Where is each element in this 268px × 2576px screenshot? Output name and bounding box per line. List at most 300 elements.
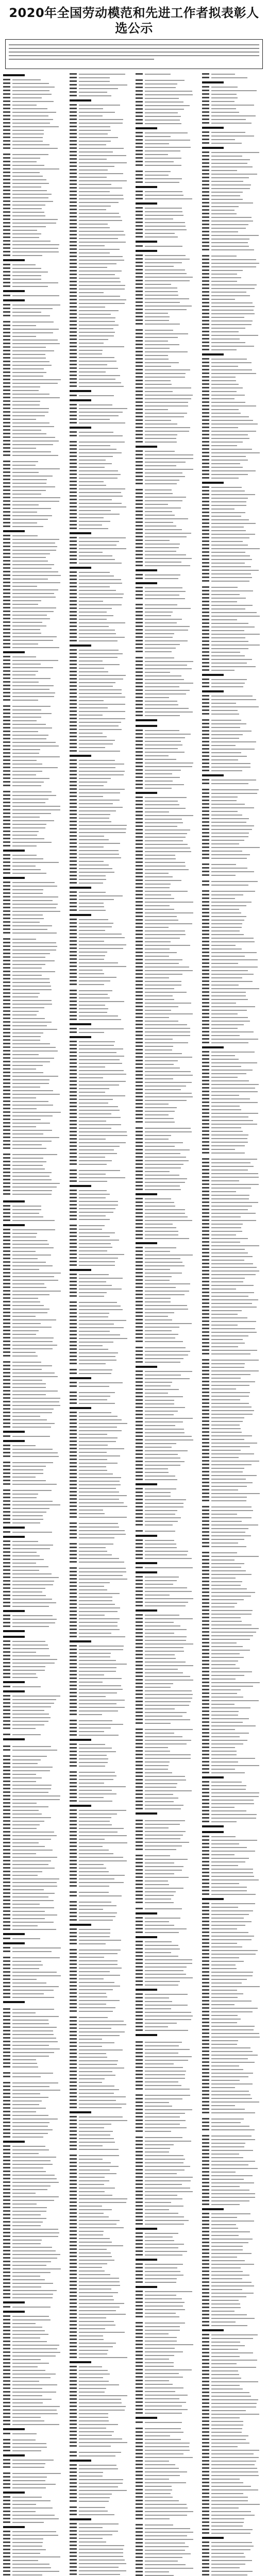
nominee-row-placeholder <box>70 1479 133 1483</box>
description-placeholder <box>12 87 55 88</box>
nominee-row-placeholder <box>136 282 199 286</box>
name-placeholder <box>3 2459 10 2461</box>
description-placeholder <box>79 1996 107 1997</box>
nominee-row-placeholder <box>70 624 133 628</box>
name-placeholder <box>3 1658 10 1660</box>
column-rows <box>136 72 199 2576</box>
name-placeholder <box>70 1600 77 1601</box>
nominee-row-placeholder <box>70 1214 133 1217</box>
name-placeholder <box>3 2261 10 2262</box>
name-placeholder <box>70 1805 91 1807</box>
nominee-row-placeholder <box>70 164 133 168</box>
nominee-row-placeholder <box>3 2227 66 2231</box>
description-placeholder <box>79 1194 110 1195</box>
description-placeholder <box>12 1734 41 1735</box>
nominee-row-placeholder <box>70 588 133 592</box>
nominee-row-placeholder <box>70 1199 133 1203</box>
section-heading-placeholder <box>70 1405 133 1411</box>
name-placeholder <box>70 441 77 443</box>
name-placeholder <box>70 1817 77 1818</box>
description-placeholder <box>12 946 57 947</box>
nominee-row-placeholder <box>70 1283 133 1287</box>
name-placeholder <box>70 223 77 225</box>
description-placeholder <box>12 2399 52 2400</box>
description-placeholder <box>79 1074 126 1075</box>
name-placeholder <box>3 2362 10 2364</box>
name-placeholder <box>3 240 10 242</box>
nominee-row-placeholder <box>3 1586 66 1590</box>
nominee-row-placeholder <box>3 628 66 631</box>
name-placeholder <box>70 2384 77 2385</box>
name-placeholder <box>3 1702 10 1704</box>
description-placeholder <box>79 1912 117 1913</box>
nominee-row-placeholder <box>70 117 133 121</box>
description-placeholder <box>12 336 36 337</box>
nominee-row-placeholder <box>3 2412 66 2415</box>
description-placeholder <box>12 2157 56 2158</box>
description-placeholder <box>12 1566 48 1567</box>
description-placeholder <box>12 1391 58 1392</box>
description-placeholder <box>79 252 110 253</box>
name-placeholder <box>3 1465 10 1467</box>
name-placeholder <box>3 1717 10 1718</box>
description-placeholder <box>12 1165 43 1166</box>
nominee-row-placeholder <box>3 1451 66 1454</box>
name-placeholder <box>70 492 77 493</box>
name-placeholder <box>3 1341 10 1342</box>
nominee-row-placeholder <box>70 305 133 309</box>
description-placeholder <box>79 903 104 904</box>
description-placeholder <box>79 814 110 815</box>
description-placeholder <box>12 2196 59 2197</box>
nominee-row-placeholder <box>3 2036 66 2040</box>
nominee-row-placeholder <box>3 2397 66 2401</box>
nominee-row-placeholder <box>70 215 133 218</box>
nominee-row-placeholder <box>136 375 199 379</box>
description-placeholder <box>79 537 126 538</box>
nominee-row-placeholder <box>136 335 199 339</box>
nominee-row-placeholder <box>70 603 133 606</box>
nominee-row-placeholder <box>70 999 133 1003</box>
description-placeholder <box>145 434 177 435</box>
nominee-row-placeholder <box>70 1287 133 1291</box>
name-placeholder <box>136 391 143 392</box>
name-placeholder <box>3 1831 10 1833</box>
name-placeholder <box>3 1061 10 1062</box>
nominee-row-placeholder <box>3 432 66 435</box>
nominee-row-placeholder <box>3 906 66 909</box>
description-placeholder <box>12 141 43 142</box>
name-placeholder <box>3 2341 10 2342</box>
description-placeholder <box>12 208 42 209</box>
description-placeholder <box>79 1960 118 1961</box>
name-placeholder <box>70 1113 77 1114</box>
name-placeholder <box>70 2227 77 2228</box>
description-placeholder <box>79 1470 107 1471</box>
nominee-row-placeholder <box>70 1425 133 1429</box>
description-placeholder <box>79 2127 104 2128</box>
name-placeholder <box>3 2246 10 2248</box>
name-placeholder <box>70 2405 77 2407</box>
nominee-row-placeholder <box>3 2569 66 2573</box>
name-placeholder <box>70 459 77 461</box>
nominee-row-placeholder <box>70 1465 133 1468</box>
section-heading-placeholder <box>3 1222 66 1228</box>
nominee-row-placeholder <box>70 1003 133 1007</box>
nominee-row-placeholder <box>70 1083 133 1087</box>
name-placeholder <box>3 892 10 894</box>
name-placeholder <box>3 353 10 355</box>
name-placeholder <box>70 2563 77 2564</box>
description-placeholder <box>12 2439 36 2441</box>
nominee-row-placeholder <box>3 2482 66 2486</box>
name-placeholder <box>70 1656 77 1657</box>
name-placeholder <box>3 1802 10 1804</box>
description-placeholder <box>145 80 185 81</box>
nominee-row-placeholder <box>70 283 133 287</box>
nominee-row-placeholder <box>70 1573 133 1577</box>
name-placeholder <box>70 517 77 518</box>
nominee-row-placeholder <box>3 2404 66 2408</box>
name-placeholder <box>70 477 77 479</box>
description-placeholder <box>79 1448 124 1449</box>
description-placeholder <box>79 206 111 207</box>
name-placeholder <box>136 301 143 303</box>
description-placeholder <box>79 216 121 217</box>
name-placeholder <box>70 2559 77 2561</box>
name-placeholder <box>70 382 77 383</box>
description-placeholder <box>12 1951 52 1952</box>
name-placeholder <box>70 1882 77 1883</box>
description-placeholder <box>79 2472 103 2473</box>
description-placeholder <box>79 760 115 761</box>
nominee-row-placeholder <box>70 509 133 512</box>
nominee-row-placeholder <box>70 659 133 663</box>
name-placeholder <box>3 805 10 807</box>
nominee-row-placeholder <box>70 1058 133 1061</box>
nominee-row-placeholder <box>3 1016 66 1020</box>
nominee-row-placeholder <box>3 624 66 628</box>
name-placeholder <box>3 222 10 224</box>
name-placeholder <box>70 2010 77 2012</box>
name-placeholder <box>3 2059 10 2060</box>
name-placeholder <box>3 872 10 874</box>
description-placeholder <box>79 1593 120 1594</box>
description-placeholder <box>12 2066 38 2067</box>
description-placeholder <box>79 668 104 669</box>
name-placeholder <box>70 1747 77 1749</box>
nominee-row-placeholder <box>3 1937 66 1940</box>
name-placeholder <box>70 2566 77 2568</box>
nominee-row-placeholder <box>70 2496 133 2499</box>
name-placeholder <box>70 703 77 705</box>
name-placeholder <box>70 1659 77 1661</box>
nominee-row-placeholder <box>70 1774 133 1777</box>
nominee-row-placeholder <box>3 2558 66 2562</box>
name-placeholder <box>70 452 77 453</box>
nominee-row-placeholder <box>70 2565 133 2569</box>
description-placeholder <box>12 1602 56 1603</box>
nominee-row-placeholder <box>3 762 66 766</box>
nominee-row-placeholder <box>70 2140 133 2144</box>
description-placeholder <box>79 278 120 279</box>
description-placeholder <box>12 1484 57 1485</box>
name-placeholder <box>70 743 77 744</box>
section-heading-placeholder <box>3 1534 66 1539</box>
name-placeholder <box>70 1663 77 1665</box>
description-placeholder <box>12 1334 36 1335</box>
name-placeholder <box>136 154 143 155</box>
description-placeholder <box>79 2507 105 2508</box>
name-placeholder <box>3 2250 10 2251</box>
nominee-row-placeholder <box>70 1362 133 1365</box>
description-placeholder <box>79 1537 114 1538</box>
name-placeholder <box>70 664 77 665</box>
section-heading-placeholder <box>3 2524 66 2530</box>
name-placeholder <box>70 1835 77 1836</box>
nominee-row-placeholder <box>3 1748 66 1752</box>
nominee-row-placeholder <box>3 2267 66 2270</box>
nominee-row-placeholder <box>70 287 133 291</box>
name-placeholder <box>3 1209 10 1210</box>
description-placeholder <box>12 771 42 772</box>
name-placeholder <box>70 618 77 620</box>
nominee-row-placeholder <box>70 414 133 417</box>
nominee-row-placeholder <box>3 435 66 439</box>
description-placeholder <box>12 1427 51 1428</box>
nominee-row-placeholder <box>3 2438 66 2442</box>
name-placeholder <box>3 2545 10 2547</box>
name-placeholder <box>3 295 10 296</box>
description-placeholder <box>12 161 37 162</box>
description-placeholder <box>12 996 38 997</box>
nominee-row-placeholder <box>3 2224 66 2227</box>
name-placeholder <box>136 191 143 192</box>
nominee-row-placeholder <box>3 428 66 432</box>
description-placeholder <box>12 615 47 616</box>
name-placeholder <box>70 1652 77 1654</box>
nominee-row-placeholder <box>70 1490 133 1494</box>
nominee-row-placeholder <box>70 1468 133 1472</box>
name-placeholder <box>3 304 10 306</box>
name-placeholder <box>3 126 10 127</box>
description-placeholder <box>79 718 125 719</box>
name-placeholder <box>3 1489 10 1491</box>
nominee-row-placeholder <box>3 1647 66 1650</box>
name-placeholder <box>70 1422 77 1424</box>
description-placeholder <box>12 1480 46 1481</box>
description-placeholder <box>79 2307 120 2308</box>
description-placeholder <box>12 2073 53 2074</box>
description-placeholder <box>12 2433 37 2434</box>
nominee-row-placeholder <box>70 957 133 961</box>
nominee-row-placeholder <box>3 2231 66 2234</box>
nominee-row-placeholder <box>70 1381 133 1384</box>
description-placeholder <box>12 1559 44 1560</box>
name-placeholder <box>3 335 10 337</box>
description-placeholder <box>79 883 103 884</box>
name-placeholder <box>70 2038 77 2040</box>
description-placeholder <box>79 1636 125 1637</box>
description-placeholder <box>12 1555 40 1556</box>
nominee-row-placeholder <box>70 2450 133 2454</box>
name-placeholder <box>70 2369 77 2371</box>
name-placeholder <box>70 313 77 315</box>
description-placeholder <box>12 2556 60 2557</box>
name-placeholder <box>136 434 143 435</box>
description-placeholder <box>79 879 106 880</box>
description-placeholder <box>79 1814 117 1815</box>
nominee-row-placeholder <box>3 1583 66 1586</box>
nominee-row-placeholder <box>70 1998 133 2002</box>
name-placeholder <box>70 567 91 569</box>
name-placeholder <box>70 984 77 985</box>
name-placeholder <box>70 1466 77 1467</box>
nominee-row-placeholder <box>70 273 133 276</box>
nominee-row-placeholder <box>70 2055 133 2059</box>
name-placeholder <box>70 331 77 333</box>
name-placeholder <box>3 90 10 91</box>
nominee-row-placeholder <box>70 516 133 519</box>
description-placeholder <box>79 725 119 726</box>
nominee-row-placeholder <box>70 2077 133 2080</box>
description-placeholder <box>79 1828 124 1829</box>
nominee-row-placeholder <box>70 1101 133 1105</box>
name-placeholder <box>70 548 77 549</box>
nominee-row-placeholder <box>70 1785 133 1788</box>
nominee-row-placeholder <box>3 1780 66 1783</box>
nominee-row-placeholder <box>136 478 199 482</box>
name-placeholder <box>136 351 143 352</box>
description-placeholder <box>79 2142 115 2143</box>
description-placeholder <box>79 1219 110 1220</box>
description-placeholder <box>12 158 40 159</box>
nominee-row-placeholder <box>136 453 199 456</box>
name-placeholder <box>70 1901 77 1903</box>
nominee-row-placeholder <box>136 393 199 397</box>
description-placeholder <box>79 1423 127 1424</box>
name-placeholder <box>70 1863 77 1865</box>
nominee-row-placeholder <box>70 469 133 472</box>
nominee-row-placeholder <box>70 1458 133 1461</box>
name-placeholder <box>136 135 143 137</box>
description-placeholder <box>79 832 126 833</box>
nominee-row-placeholder <box>70 132 133 135</box>
nominee-row-placeholder <box>70 472 133 476</box>
nominee-row-placeholder <box>3 2188 66 2191</box>
description-placeholder <box>12 647 59 648</box>
nominee-row-placeholder <box>70 2533 133 2536</box>
description-placeholder <box>79 1128 111 1129</box>
name-placeholder <box>70 2162 77 2163</box>
name-placeholder <box>70 2169 77 2171</box>
description-placeholder <box>12 835 37 836</box>
name-placeholder <box>3 511 10 513</box>
nominee-row-placeholder <box>3 1085 66 1089</box>
name-placeholder <box>136 409 143 410</box>
name-placeholder <box>70 1015 77 1016</box>
name-placeholder <box>3 1903 10 1905</box>
name-placeholder <box>3 1686 10 1687</box>
description-placeholder <box>79 2570 126 2571</box>
description-placeholder <box>12 1466 46 1467</box>
name-placeholder <box>3 1676 10 1678</box>
nominee-row-placeholder <box>136 418 199 422</box>
nominee-row-placeholder <box>70 1977 133 1980</box>
nominee-row-placeholder <box>70 798 133 802</box>
name-placeholder <box>70 144 77 145</box>
nominee-row-placeholder <box>3 545 66 548</box>
description-placeholder <box>145 269 185 270</box>
name-placeholder <box>136 90 143 92</box>
name-placeholder <box>3 1544 10 1546</box>
nominee-row-placeholder <box>3 460 66 463</box>
name-placeholder <box>70 1891 77 1893</box>
nominee-row-placeholder <box>70 742 133 745</box>
nominee-row-placeholder <box>3 748 66 751</box>
nominee-row-placeholder <box>3 1278 66 1282</box>
nominee-row-placeholder <box>3 81 66 85</box>
name-placeholder <box>70 1685 77 1686</box>
name-placeholder <box>136 232 143 234</box>
description-placeholder <box>79 1993 106 1994</box>
name-placeholder <box>3 129 10 131</box>
name-placeholder <box>3 2450 10 2451</box>
name-placeholder <box>70 1589 77 1590</box>
nominee-row-placeholder <box>3 1594 66 1597</box>
name-placeholder <box>70 1885 77 1887</box>
description-placeholder <box>12 2236 58 2237</box>
name-placeholder <box>136 79 143 81</box>
description-placeholder <box>12 308 53 309</box>
name-placeholder <box>136 468 143 470</box>
description-placeholder <box>79 1360 116 1361</box>
description-placeholder <box>79 1208 115 1209</box>
description-placeholder <box>12 2294 53 2295</box>
section-heading-placeholder <box>3 1999 66 2005</box>
nominee-row-placeholder <box>70 1918 133 1922</box>
nominee-row-placeholder <box>70 972 133 975</box>
nominee-row-placeholder <box>3 2394 66 2397</box>
description-placeholder <box>12 2100 42 2102</box>
description-placeholder <box>12 774 36 775</box>
name-placeholder <box>136 319 143 321</box>
name-placeholder <box>3 328 10 330</box>
description-placeholder <box>12 1911 45 1912</box>
description-placeholder <box>12 942 56 943</box>
description-placeholder <box>12 2178 57 2179</box>
nominee-row-placeholder <box>3 755 66 758</box>
description-placeholder <box>79 1274 109 1275</box>
description-placeholder <box>12 2567 51 2568</box>
name-placeholder <box>70 122 77 124</box>
description-placeholder <box>12 461 38 462</box>
description-placeholder <box>79 1095 125 1096</box>
description-placeholder <box>12 1577 59 1578</box>
description-placeholder <box>12 1416 40 1417</box>
nominee-row-placeholder <box>70 670 133 673</box>
nominee-row-placeholder <box>3 2379 66 2383</box>
nominee-row-placeholder <box>3 1367 66 1371</box>
nominee-row-placeholder <box>70 1730 133 1733</box>
nominee-row-placeholder <box>3 588 66 591</box>
nominee-row-placeholder <box>136 114 199 118</box>
description-placeholder <box>79 1810 126 1811</box>
name-placeholder <box>3 1355 10 1357</box>
nominee-row-placeholder <box>3 443 66 446</box>
name-placeholder <box>70 1831 77 1833</box>
name-placeholder <box>70 133 77 134</box>
